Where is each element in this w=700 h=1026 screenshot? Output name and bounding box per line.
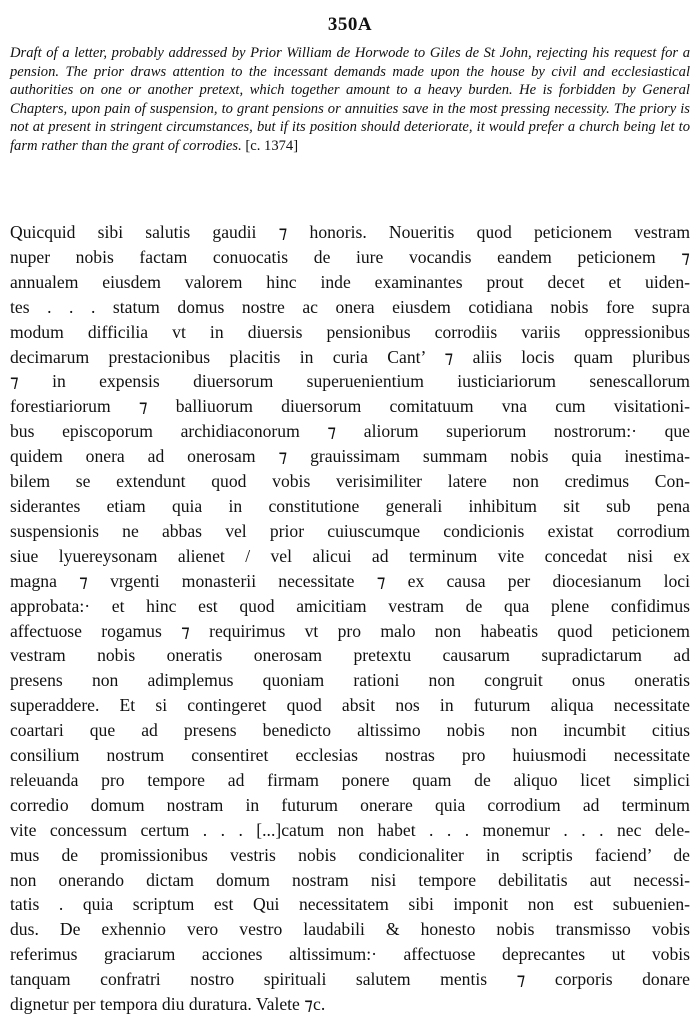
body-line: tes . . . statum domus nostre ac onera eiusdem cotidiana nobis fore supra	[10, 296, 690, 317]
body-line: bus episcoporum archidiaconorum ⁊ aliorum superiorum nostrorum:· que	[10, 421, 690, 442]
body-line: annualem eiusdem valorem hinc inde examinantes prout decet et uiden-	[10, 271, 690, 292]
body-line: tanquam confratri nostro spirituali salutem mentis ⁊ corporis donare	[10, 969, 690, 990]
body-line: ⁊ in expensis diuersorum superuenientium iusticiariorum senescallorum	[10, 371, 690, 392]
body-line: bilem se extendunt quod vobis verisimiliter latere non credimus Con-	[10, 471, 690, 492]
body-line: suspensionis ne abbas vel prior cuiuscumque condicionis existat corrodium	[10, 520, 690, 541]
body-line: presens non adimplemus quoniam rationi non congruit onus oneratis	[10, 670, 690, 691]
body-line: tatis . quia scriptum est Qui necessitatem sibi imponit non est subuenien-	[10, 894, 690, 915]
body-line: quidem onera ad onerosam ⁊ grauissimam summam nobis quia inestima-	[10, 446, 690, 467]
body-line: approbata:· et hinc est quod amicitiam vestram de qua plene confidimus	[10, 595, 690, 616]
document-summary	[10, 44, 690, 155]
letter-body	[10, 220, 690, 1017]
body-line: nuper nobis factam conuocatis de iure vocandis eandem peticionem ⁊	[10, 246, 690, 267]
body-line: consilium nostrum consentiret ecclesias nostras pro huiusmodi necessitate	[10, 745, 690, 766]
body-line: mus de promissionibus vestris nobis condicionaliter in scriptis faciend’ de	[10, 844, 690, 865]
body-line: forestiariorum ⁊ balliuorum diuersorum comitatuum vna cum visitationi-	[10, 396, 690, 417]
body-line: siderantes etiam quia in constitutione generali inhibitum sit sub pena	[10, 495, 690, 516]
document-number: 350A	[327, 14, 373, 35]
summary-date: [c. 1374]	[245, 137, 299, 154]
body-line: magna ⁊ vrgenti monasterii necessitate ⁊ ex causa per diocesianum loci	[10, 570, 690, 591]
body-line: affectuose rogamus ⁊ requirimus vt pro malo non habeatis quod peticionem	[10, 620, 690, 641]
body-line: corredio domum nostram in futurum onerare quia corrodium ad terminum	[10, 794, 690, 815]
summary-text: Draft of a letter, probably addressed by Prior William de Horwode to Giles de St John, rejecting his request for a pension. The prior draws attention to the incessant demands made upon the house by civil and ecclesiastical authorities on one or another pretext, which together amount to a heavy burden. He is forbidden by General Chapters, upon pain of suspension, to grant pensions or annuities save in the most pressing necessity. The priory is not at present in stringent circumstances, but if its position should deteriorate, it would prefer a church being let to farm rather than the grant of corrodies.	[10, 45, 690, 154]
body-line: decimarum prestacionibus placitis in curia Cant’ ⁊ aliis locis quam pluribus	[10, 346, 690, 367]
body-line: modum difficilia vt in diuersis pensionibus corrodiis variis oppressionibus	[10, 321, 690, 342]
body-line: dus. De exhennio vero vestro laudabili & honesto nobis transmisso vobis	[10, 919, 690, 940]
body-line: non onerando dictam domum nostram nisi tempore debilitatis aut necessi-	[10, 869, 690, 890]
body-line: dignetur per tempora diu duratura. Valete ⁊c.	[10, 994, 326, 1015]
body-line: releuanda pro tempore ad firmam ponere quam de aliquo licet simplici	[10, 769, 690, 790]
body-line: referimus graciarum acciones altissimum:· affectuose deprecantes ut vobis	[10, 944, 690, 965]
body-line: siue lyuereysonam alienet / vel alicui ad terminum vite concedat nisi ex	[10, 545, 690, 566]
body-line: vestram nobis oneratis onerosam pretextu causarum supradictarum ad	[10, 645, 690, 666]
body-line: coartari que ad presens benedicto altissimo nobis non incumbit citius	[10, 720, 690, 741]
body-line: superaddere. Et si contingeret quod absit nos in futurum aliqua necessitate	[10, 695, 690, 716]
body-line: Quicquid sibi salutis gaudii ⁊ honoris. Noueritis quod peticionem vestram	[10, 222, 690, 242]
body-line: vite concessum certum . . . [...]catum non habet . . . monemur . . . nec dele-	[10, 819, 690, 840]
